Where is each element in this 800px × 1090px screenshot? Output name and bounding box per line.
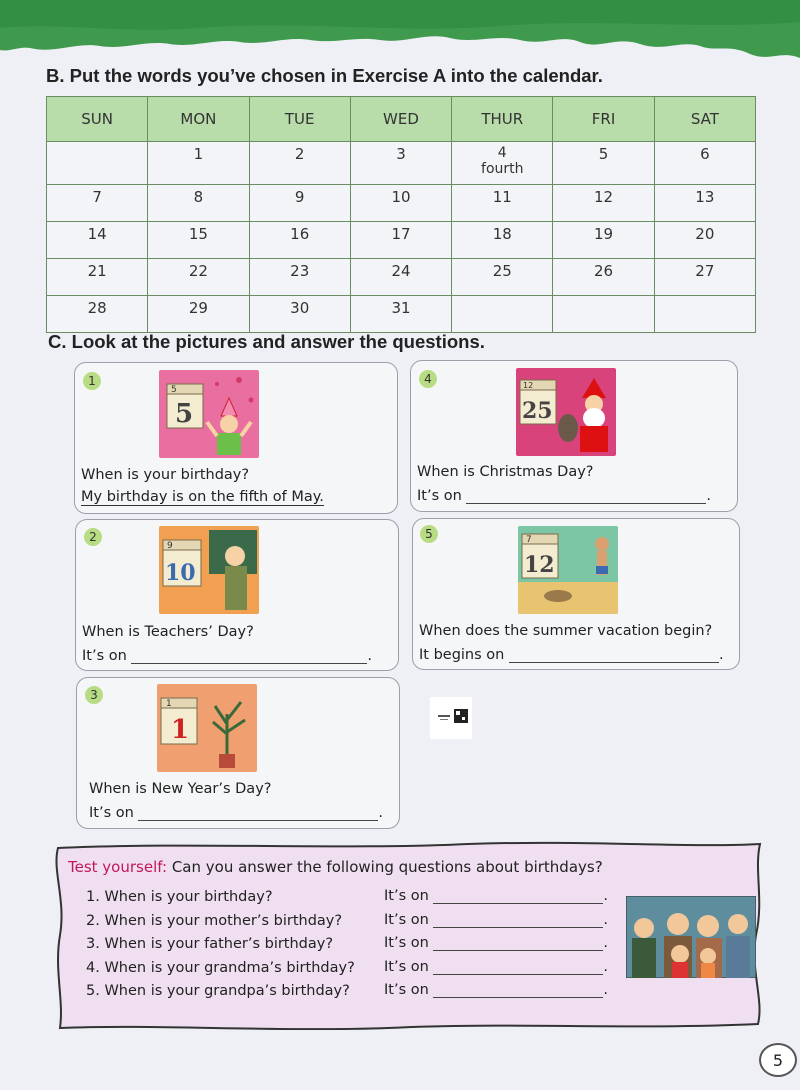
new-years-day-calendar-picture [157, 684, 257, 772]
answer-blank[interactable] [138, 806, 378, 821]
answer-prefix: It begins on [419, 647, 505, 663]
page-number: 5 [759, 1043, 797, 1077]
calendar-cell: 8 [148, 185, 249, 222]
answer-period: . [603, 888, 609, 904]
answer-period: . [603, 959, 609, 975]
header-tue: TUE [249, 97, 350, 142]
answer-blank[interactable] [466, 489, 706, 504]
section-c-title: C. Look at the pictures and answer the questions. [48, 331, 485, 352]
test-answer-prefix: It’s on [384, 959, 429, 975]
calendar-cell: 2 [249, 142, 350, 185]
birthday-calendar-picture [159, 370, 259, 458]
calendar-cell [452, 296, 553, 333]
pic-calendar-day: 10 [165, 560, 196, 586]
pic-calendar-month: 9 [167, 541, 173, 551]
calendar-row [47, 185, 756, 222]
answer-line [417, 488, 711, 504]
answer-line [89, 805, 383, 821]
calendar-cell: 14 [47, 222, 148, 259]
pic-calendar-month: 7 [526, 535, 532, 545]
calendar-cell: 15 [148, 222, 249, 259]
calendar-cell-number: 4 [497, 145, 507, 161]
test-question: 1. When is your birthday? [86, 889, 273, 905]
calendar-cell [654, 296, 755, 333]
calendar-cell: 24 [350, 259, 451, 296]
pic-calendar-day: 1 [171, 715, 190, 745]
answer-prefix: It’s on [89, 805, 134, 821]
calendar-cell: 16 [249, 222, 350, 259]
pic-calendar-day: 5 [175, 399, 194, 429]
calendar-cell: 13 [654, 185, 755, 222]
question-number-badge: 5 [420, 525, 438, 543]
answer-period: . [718, 647, 724, 663]
answer-period: . [378, 805, 384, 821]
answer-line [82, 648, 372, 664]
calendar-cell: 11 [452, 185, 553, 222]
calendar-cell: 22 [148, 259, 249, 296]
test-answer-blank[interactable] [433, 960, 603, 975]
calendar-cell: 30 [249, 296, 350, 333]
test-answer-line [384, 935, 608, 951]
answer-prefix: It’s on [82, 648, 127, 664]
test-question: 4. When is your grandma’s birthday? [86, 960, 355, 976]
answer-period: . [706, 488, 712, 504]
calendar-cell-thur-4 [452, 142, 553, 185]
test-yourself-heading [68, 858, 603, 876]
question-number-badge: 1 [83, 372, 101, 390]
calendar-cell: 25 [452, 259, 553, 296]
test-answer-prefix: It’s on [384, 888, 429, 904]
test-answer-line [384, 959, 608, 975]
test-answer-prefix: It’s on [384, 912, 429, 928]
test-answer-line [384, 888, 608, 904]
question-text: When is Teachers’ Day? [82, 624, 254, 640]
test-answer-blank[interactable] [433, 889, 603, 904]
test-yourself-prompt: Can you answer the following questions about birthdays? [171, 858, 603, 876]
calendar-cell: 10 [350, 185, 451, 222]
calendar-cell: 17 [350, 222, 451, 259]
calendar-row [47, 296, 756, 333]
test-answer-blank[interactable] [433, 913, 603, 928]
answer-blank[interactable] [131, 649, 367, 664]
calendar-cell: 5 [553, 142, 654, 185]
test-answer-blank[interactable] [433, 936, 603, 951]
calendar-cell: 7 [47, 185, 148, 222]
family-picture [626, 896, 756, 978]
test-question: 2. When is your mother’s birthday? [86, 913, 343, 929]
question-text: When is your birthday? [81, 467, 250, 483]
calendar-cell: 9 [249, 185, 350, 222]
calendar-cell [47, 142, 148, 185]
christmas-calendar-picture [516, 368, 616, 456]
pic-calendar-day: 25 [522, 398, 553, 424]
test-question: 5. When is your grandpa’s birthday? [86, 983, 350, 999]
question-number-badge: 3 [85, 686, 103, 704]
header-sat: SAT [654, 97, 755, 142]
calendar-cell: 26 [553, 259, 654, 296]
calendar-row [47, 259, 756, 296]
answer-period: . [603, 912, 609, 928]
test-answer-line [384, 982, 608, 998]
calendar-cell: 20 [654, 222, 755, 259]
calendar-cell [553, 296, 654, 333]
top-grass-band [0, 0, 800, 70]
calendar-cell: 29 [148, 296, 249, 333]
section-b-title: B. Put the words you’ve chosen in Exercise A into the calendar. [46, 65, 603, 86]
calendar-cell: 1 [148, 142, 249, 185]
pic-calendar-day: 12 [524, 552, 555, 578]
test-answer-blank[interactable] [433, 983, 603, 998]
pic-calendar-month: 12 [523, 381, 534, 390]
pic-calendar-month: 5 [171, 385, 177, 395]
calendar-cell: 3 [350, 142, 451, 185]
test-answer-prefix: It’s on [384, 982, 429, 998]
answer-period: . [603, 982, 609, 998]
teachers-day-calendar-picture [159, 526, 259, 614]
answer-period: . [603, 935, 609, 951]
question-number-badge: 4 [419, 370, 437, 388]
answer-period: . [367, 648, 373, 664]
calendar-cell: 12 [553, 185, 654, 222]
calendar-row [47, 222, 756, 259]
calendar-header-row [47, 97, 756, 142]
answer-prefix: It’s on [417, 488, 462, 504]
calendar-cell: 27 [654, 259, 755, 296]
calendar-cell: 31 [350, 296, 451, 333]
test-yourself-label: Test yourself: [68, 858, 168, 876]
header-sun: SUN [47, 97, 148, 142]
question-text: When is New Year’s Day? [89, 781, 272, 797]
pic-calendar-month: 1 [166, 699, 172, 709]
header-thur: THUR [452, 97, 553, 142]
header-mon: MON [148, 97, 249, 142]
calendar-cell: 6 [654, 142, 755, 185]
calendar-cell: 19 [553, 222, 654, 259]
header-fri: FRI [553, 97, 654, 142]
summer-vacation-calendar-picture [518, 526, 618, 614]
calendar-cell: 18 [452, 222, 553, 259]
answer-line [419, 647, 724, 663]
calendar-cell: 28 [47, 296, 148, 333]
test-answer-prefix: It’s on [384, 935, 429, 951]
calendar-cell: 23 [249, 259, 350, 296]
question-text: When is Christmas Day? [417, 464, 594, 480]
calendar-cell: 21 [47, 259, 148, 296]
calendar-table [46, 96, 756, 333]
calendar-cell-note: fourth [481, 161, 524, 177]
header-wed: WED [350, 97, 451, 142]
calendar-row [47, 142, 756, 185]
question-text: When does the summer vacation begin? [419, 623, 713, 639]
test-answer-line [384, 912, 608, 928]
answer-blank[interactable] [509, 648, 719, 663]
test-question: 3. When is your father’s birthday? [86, 936, 334, 952]
qr-code-icon[interactable] [430, 697, 472, 739]
question-number-badge: 2 [84, 528, 102, 546]
answer-text: My birthday is on the fifth of May. [81, 489, 324, 505]
